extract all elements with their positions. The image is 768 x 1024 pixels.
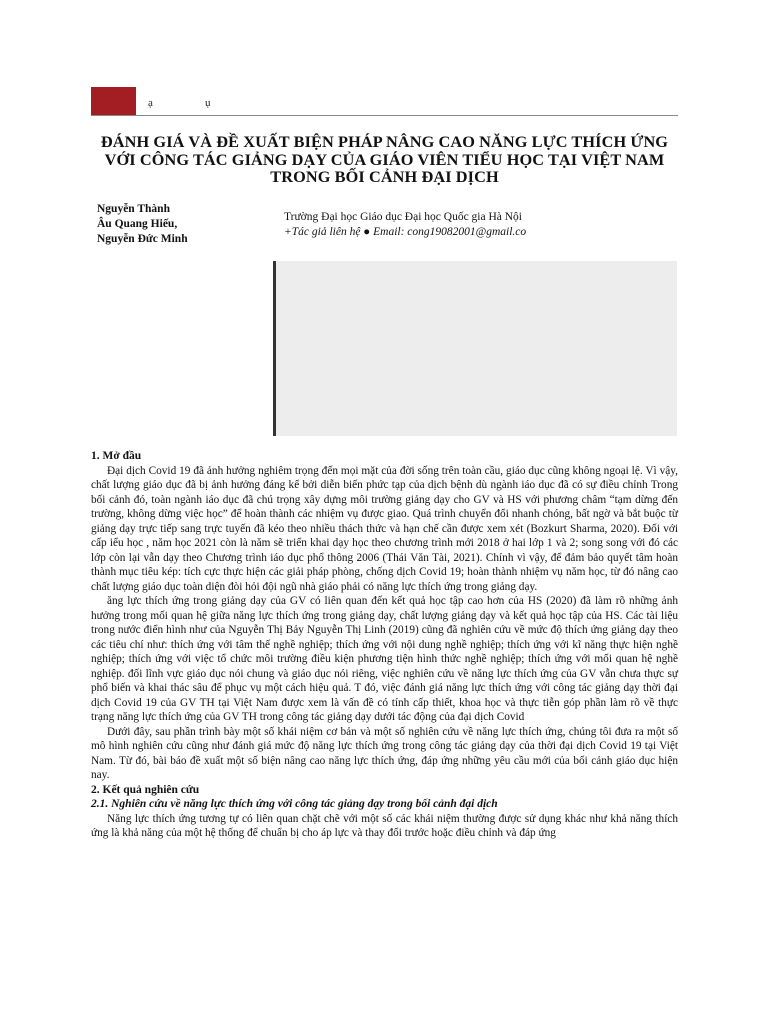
paragraph: ăng lực thích ứng trong giảng dạy của GV có liên quan đến kết quả học tập cao hơn của HS (2020) đã làm rõ những ảnh hưởng trong mối quan hệ giữa năng lực thích ứng trong giảng dạy, chất lượng giảng dạy và kết quả học tập của HS. Các tài liệu trong nước điển hình như của Nguyễn Thị Bảy Nguyễn Thị Linh (2019) cũng đã nghiên cứu về mức độ thích ứng giảng dạy theo các tiêu chí như: thích ứng với tâm thế nghề nghiệp; thích ứng với nội dung nghề nghiệp; thích ứng với kĩ năng thực hiện nghề nghiệp; thích ứng với việc tổ chức môi trường điều kiện phương tiện hình thức nghề nghiệp; thích ứng với mối quan hệ nghề nghiệp. đối lĩnh vực giáo dục nói chung và giáo dục nói riêng, việc nghiên cứu về năng lực thích ứng của GV vẫn chưa thực sự phổ biến và khai thác sâu để phục vụ một cách hiệu quả. T đó, việc đánh giá năng lực thích ứng với công tác giảng dạy thời đại dịch Covid 19 của GV TH tại Việt Nam được xem là vấn đề có tính cấp thiết, khoa học và thực tiễn góp phần làm rõ về thực trạng năng lực thích ứng của GV TH trong công tác giảng dạy dưới tác động của đại dịch Covid xyxy=(91,595,678,723)
header-label-left: ạ xyxy=(148,97,153,109)
journal-logo-block xyxy=(91,87,136,115)
header-label-right: ụ xyxy=(205,97,211,109)
section-heading-intro: 1. Mở đầu xyxy=(91,450,142,462)
author-name: Nguyễn Thành xyxy=(97,203,170,215)
paragraph: Đại dịch Covid 19 đã ảnh hưởng nghiêm trọng đến mọi mặt của đời sống trên toàn cầu, giáo dục cũng không ngoại lệ. Vì vậy, chất lượng giáo dục đã bị ảnh hưởng đáng kể bởi diễn biến phức tạp của dịch bệnh dù ngành iáo dục đã có sự điều chỉnh Trong bối cảnh đó, toàn ngành iáo dục đã chú trọng xây dựng môi trường giảng dạy cho GV và HS với phương châm “tạm dừng đến trường, không dừng việc học” để hoàn thành các nhiệm vụ được giao. Quá trình chuyển đổi nhanh chóng, bất ngờ và bắt buộc từ giảng dạy trực tiếp sang trực tuyến đã kéo theo nhiều thách thức và hạn chế cần được xem xét (Bozkurt Sharma, 2020). Đối với cấp iểu học , năm học 2021 còn là năm sẽ triển khai dạy học theo chương trình mới 2018 ở hai lớp 1 và 2; song song với đó các lớp còn lại vẫn dạy theo Chương trình iáo dục phổ thông 2006 (Thái Văn Tài, 2021). Chính vì vậy, để đảm bảo quyết tâm hoàn thành mục tiêu kép: tích cực thực hiện các giải pháp phòng, chống dịch Covid 19; hoàn thành nhiệm vụ năm học, từ đó nâng cao chất lượng giáo dục toàn diện đòi hỏi đội ngũ nhà giáo phải có năng lực thích ứng trong giảng dạy. xyxy=(91,464,678,593)
author-list xyxy=(97,202,188,247)
body-text xyxy=(91,449,678,841)
author-name: Âu Quang Hiếu, xyxy=(97,218,178,230)
affiliation-block xyxy=(284,210,526,240)
author-name: Nguyễn Đức Minh xyxy=(97,233,188,245)
subsection-heading: 2.1. Nghiên cứu về năng lực thích ứng với công tác giảng dạy trong bối cảnh đại dịch xyxy=(91,798,498,810)
corresponding-email: +Tác giả liên hệ ● Email: cong19082001@gmail.co xyxy=(284,226,527,238)
paragraph: Dưới đây, sau phần trình bày một số khái niệm cơ bản và một số nghiên cứu về năng lực thích ứng, chúng tôi đưa ra một số mô hình nghiên cứu cũng như đánh giá mức độ năng lực thích ứng trong công tác giảng dạy của thời đại dịch Covid 19 tại Việt Nam. Từ đó, bài báo đề xuất một số biện nâng cao năng lực thích ứng, đáp ứng những yêu cầu mới của bối cảnh giáo dục hiện nay. xyxy=(91,725,678,781)
header-divider xyxy=(91,115,678,116)
section-heading-results: 2. Kết quả nghiên cứu xyxy=(91,783,200,796)
affiliation: Trường Đại học Giáo dục Đại học Quốc gia Hà Nội xyxy=(284,211,523,223)
abstract-left-bar xyxy=(273,261,276,436)
abstract-box xyxy=(273,261,677,436)
paper-title: ĐÁNH GIÁ VÀ ĐỀ XUẤT BIỆN PHÁP NÂNG CAO NĂNG LỰC THÍCH ỨNG VỚI CÔNG TÁC GIẢNG DẠY CỦA GIÁO VIÊN TIỂU HỌC TẠI VIỆT NAM TRONG BỐI CẢNH ĐẠI DỊCH xyxy=(100,132,669,186)
paragraph: Năng lực thích ứng tương tự có liên quan chặt chẽ với một số các khái niệm thường được sử dụng khác như khả năng thích ứng là khả năng của một hệ thống để chuẩn bị cho áp lực và thay đổi trước hoặc điều chỉnh và đáp ứng xyxy=(91,812,678,839)
